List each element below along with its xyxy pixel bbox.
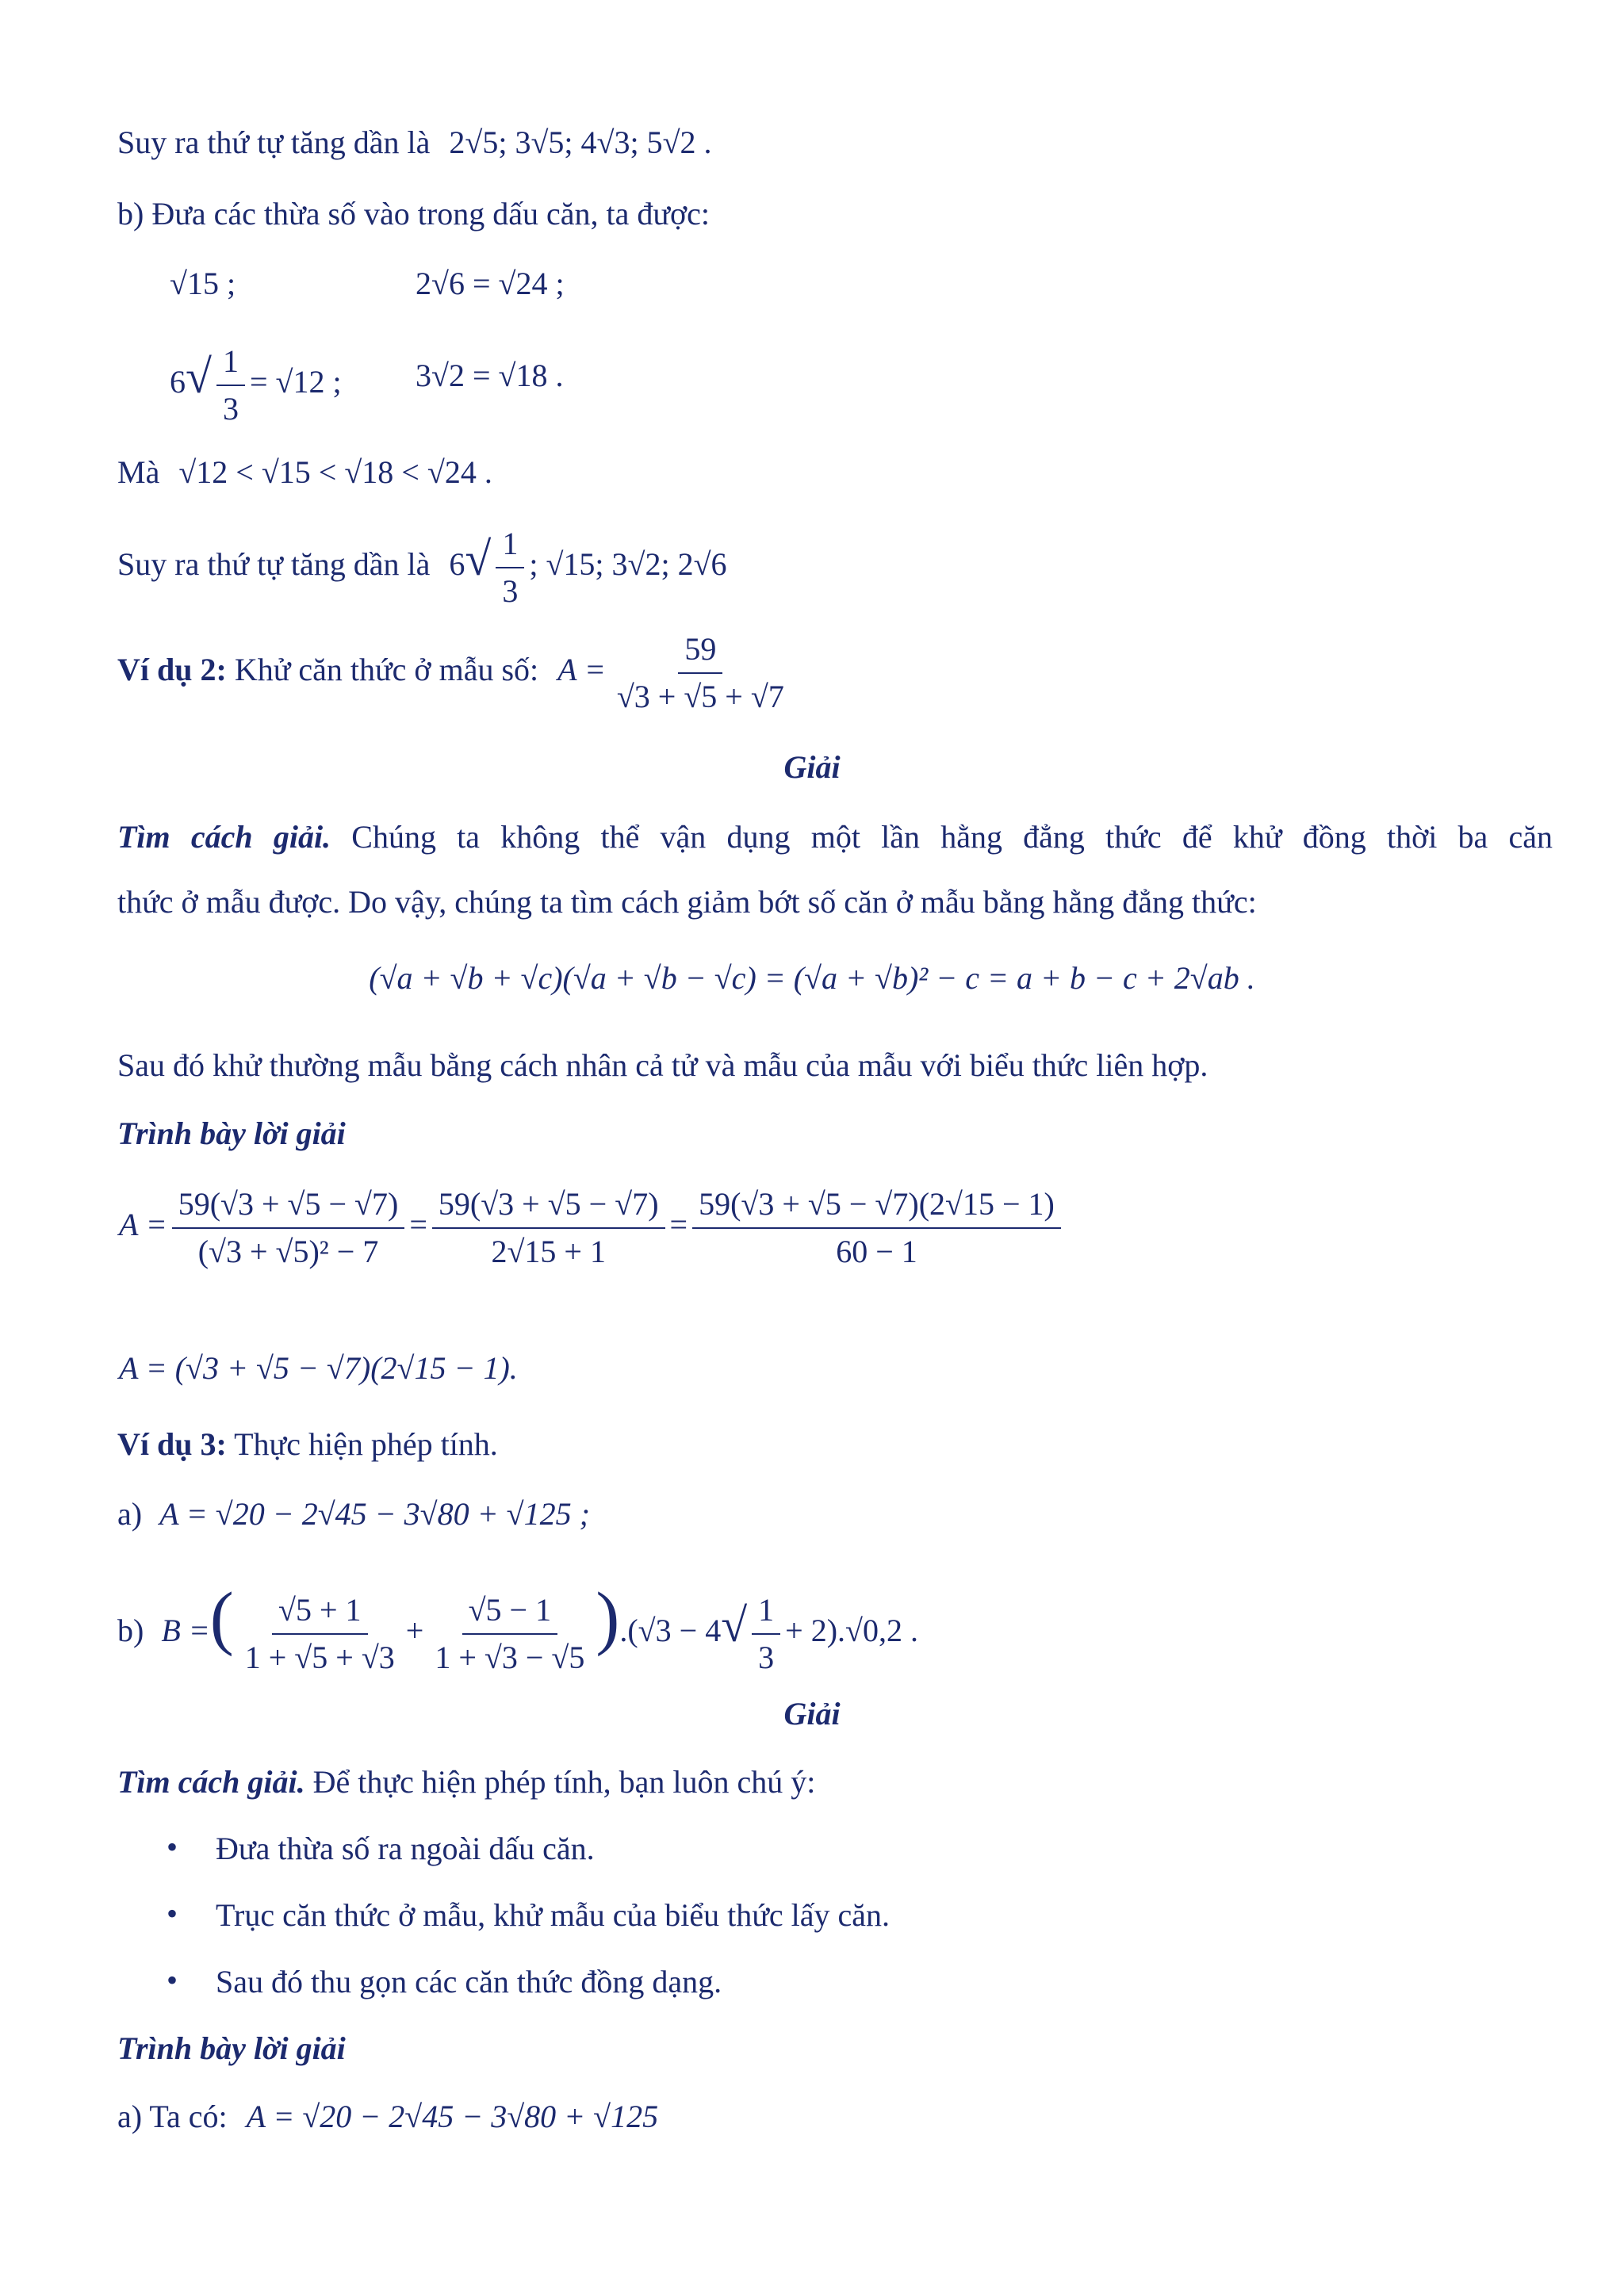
example-2-fraction: $\frac{59}{√3 + √5 + √7}$ xyxy=(616,630,784,714)
conclusion-line-b: Suy ra thứ tự tăng dần là 6√ $\frac{1}{3}$ ; √15; 3√2; 2√6 xyxy=(117,515,727,610)
bullet-item-3: Sau đó thu gọn các căn thức đồng dạng. xyxy=(216,1964,722,1999)
coef-6: 6 xyxy=(170,364,186,400)
expression-B-frac-1: $\frac{√5 + 1}{1 + √5 + √3}$ xyxy=(244,1591,395,1675)
expression-A: A = √20 − 2√45 − 3√80 + √125 ; xyxy=(159,1496,590,1532)
bullet-item-2: Trục căn thức ở mẫu, khử mẫu của biểu thức lấy căn. xyxy=(216,1897,891,1933)
part-a-label: a) xyxy=(117,1496,143,1532)
hint-label-1: Tìm cách giải. xyxy=(117,819,331,855)
example-2-line: Ví dụ 2: Khử căn thức ở mẫu số: A = $\frac{59}{√3 + √5 + √7}$ xyxy=(117,626,795,721)
example-3b-line: b) B =( $\frac{√5 + 1}{1 + √5 + √3}$ + $\frac{√5 - 1}{1 + √3 - √5}$ ).(√3 − 4√ $\frac{1}{3}$ + 2).√0,2 . xyxy=(117,1567,918,1678)
fraction-step-1: $\frac{59(√3 + √5 - √7)}{\text{(√3 + √5)² − 7}}$ xyxy=(172,1184,405,1272)
root-18-line xyxy=(416,355,563,396)
part-b-intro: b) Đưa các thừa số vào trong dấu căn, ta được: xyxy=(117,196,710,232)
fraction-one-third: $\frac{1}{3}$ xyxy=(216,342,245,429)
hint-label-2: Tìm cách giải. xyxy=(117,1764,305,1800)
root-24-line xyxy=(416,263,565,304)
fraction-step-3: $\frac{59(√3 + √5 - √7)(2√15 - 1)}{60 - 1}$ xyxy=(692,1184,1061,1272)
identity-formula: (√a + √b + √c)(√a + √b − √c) = (√a + √b)² − c = a + b − c + 2√ab . xyxy=(369,960,1255,996)
bullet-dot-2: • xyxy=(167,1896,178,1931)
root-15: √15 ; xyxy=(170,266,236,301)
root-24-eq: 2√6 = √24 ; xyxy=(416,266,565,301)
final-expression: A = √20 − 2√45 − 3√80 + √125 xyxy=(246,2099,659,2134)
solution-subheading-1: Trình bày lời giải xyxy=(117,1115,346,1151)
bullet-dot-1: • xyxy=(167,1829,178,1865)
comparison-chain: √12 < √15 < √18 < √24 . xyxy=(178,454,492,490)
ordered-roots-b: ; √15; 3√2; 2√6 xyxy=(529,546,727,582)
fraction-one-third-b: $\frac{1}{3}$ xyxy=(496,524,524,611)
solution-heading-1: Giải xyxy=(783,749,841,785)
example-3-text: Thực hiện phép tính. xyxy=(234,1426,498,1462)
conclusion-line-a xyxy=(117,122,712,163)
hint-text-1b: thức ở mẫu được. Do vậy, chúng ta tìm cách giảm bớt số căn ở mẫu bằng hằng đẳng thức: xyxy=(117,884,1257,920)
final-text: a) Ta có: xyxy=(117,2099,228,2134)
solution-heading-2: Giải xyxy=(783,1696,841,1732)
root-one-third-line: 6√ $\frac{1}{3}$ = √12 ; xyxy=(170,333,342,428)
expression-B-frac-3: $\frac{1}{3}$ xyxy=(752,1590,780,1678)
solution-result-1: A = (√3 + √5 − √7)(2√15 − 1). xyxy=(119,1350,518,1386)
final-line xyxy=(117,2096,658,2137)
example-3-line xyxy=(117,1424,498,1465)
bullet-dot-3: • xyxy=(167,1962,178,1998)
root-12-eq: = √12 ; xyxy=(249,364,342,400)
solution-subheading-2: Trình bày lời giải xyxy=(117,2030,346,2066)
root-15-line xyxy=(170,263,236,304)
fraction-step-2: $\frac{59(√3 + √5 - √7)}{2√15 + 1}$ xyxy=(432,1184,665,1272)
example-3-label: Ví dụ 3: xyxy=(117,1426,227,1462)
conjugate-note: Sau đó khử thường mẫu bằng cách nhân cả tử và mẫu của mẫu với biểu thức liên hợp. xyxy=(117,1047,1208,1083)
root-18-eq: 3√2 = √18 . xyxy=(416,358,564,393)
expression-B-frac-2: $\frac{√5 - 1}{1 + √3 - √5}$ xyxy=(435,1591,585,1675)
ma-text: Mà xyxy=(117,454,160,490)
hint-text-1a: Chúng ta không thể vận dụng một lần hằng đẳng thức để khử đồng thời ba căn xyxy=(351,819,1553,855)
comparison-line xyxy=(117,452,492,493)
ordered-roots-a: 2√5; 3√5; 4√3; 5√2 . xyxy=(449,124,712,160)
solution-equation-1: A = $\frac{59(√3 + √5 - √7)}{\text{(√3 + √5)² − 7}}$ = $\frac{59(√3 + √5 - √7)}{2√15 + 1}$ = $\frac{59(√3 + √5 - √7)(2√15 - 1)}{60 - 1}$ xyxy=(119,1173,1066,1284)
example-2-label: Ví dụ 2: xyxy=(117,652,227,687)
example-3a-line xyxy=(117,1494,590,1535)
example-2-text: Khử căn thức ở mẫu số: xyxy=(234,652,539,687)
bullet-item-1: Đưa thừa số ra ngoài dấu căn. xyxy=(216,1831,595,1866)
hint-paragraph-2 xyxy=(117,1762,815,1803)
conclusion-text-b: Suy ra thứ tự tăng dần là xyxy=(117,546,431,582)
part-b-label: b) xyxy=(117,1613,144,1648)
conclusion-text: Suy ra thứ tự tăng dần là xyxy=(117,124,431,160)
hint-text-2: Để thực hiện phép tính, bạn luôn chú ý: xyxy=(312,1764,816,1800)
